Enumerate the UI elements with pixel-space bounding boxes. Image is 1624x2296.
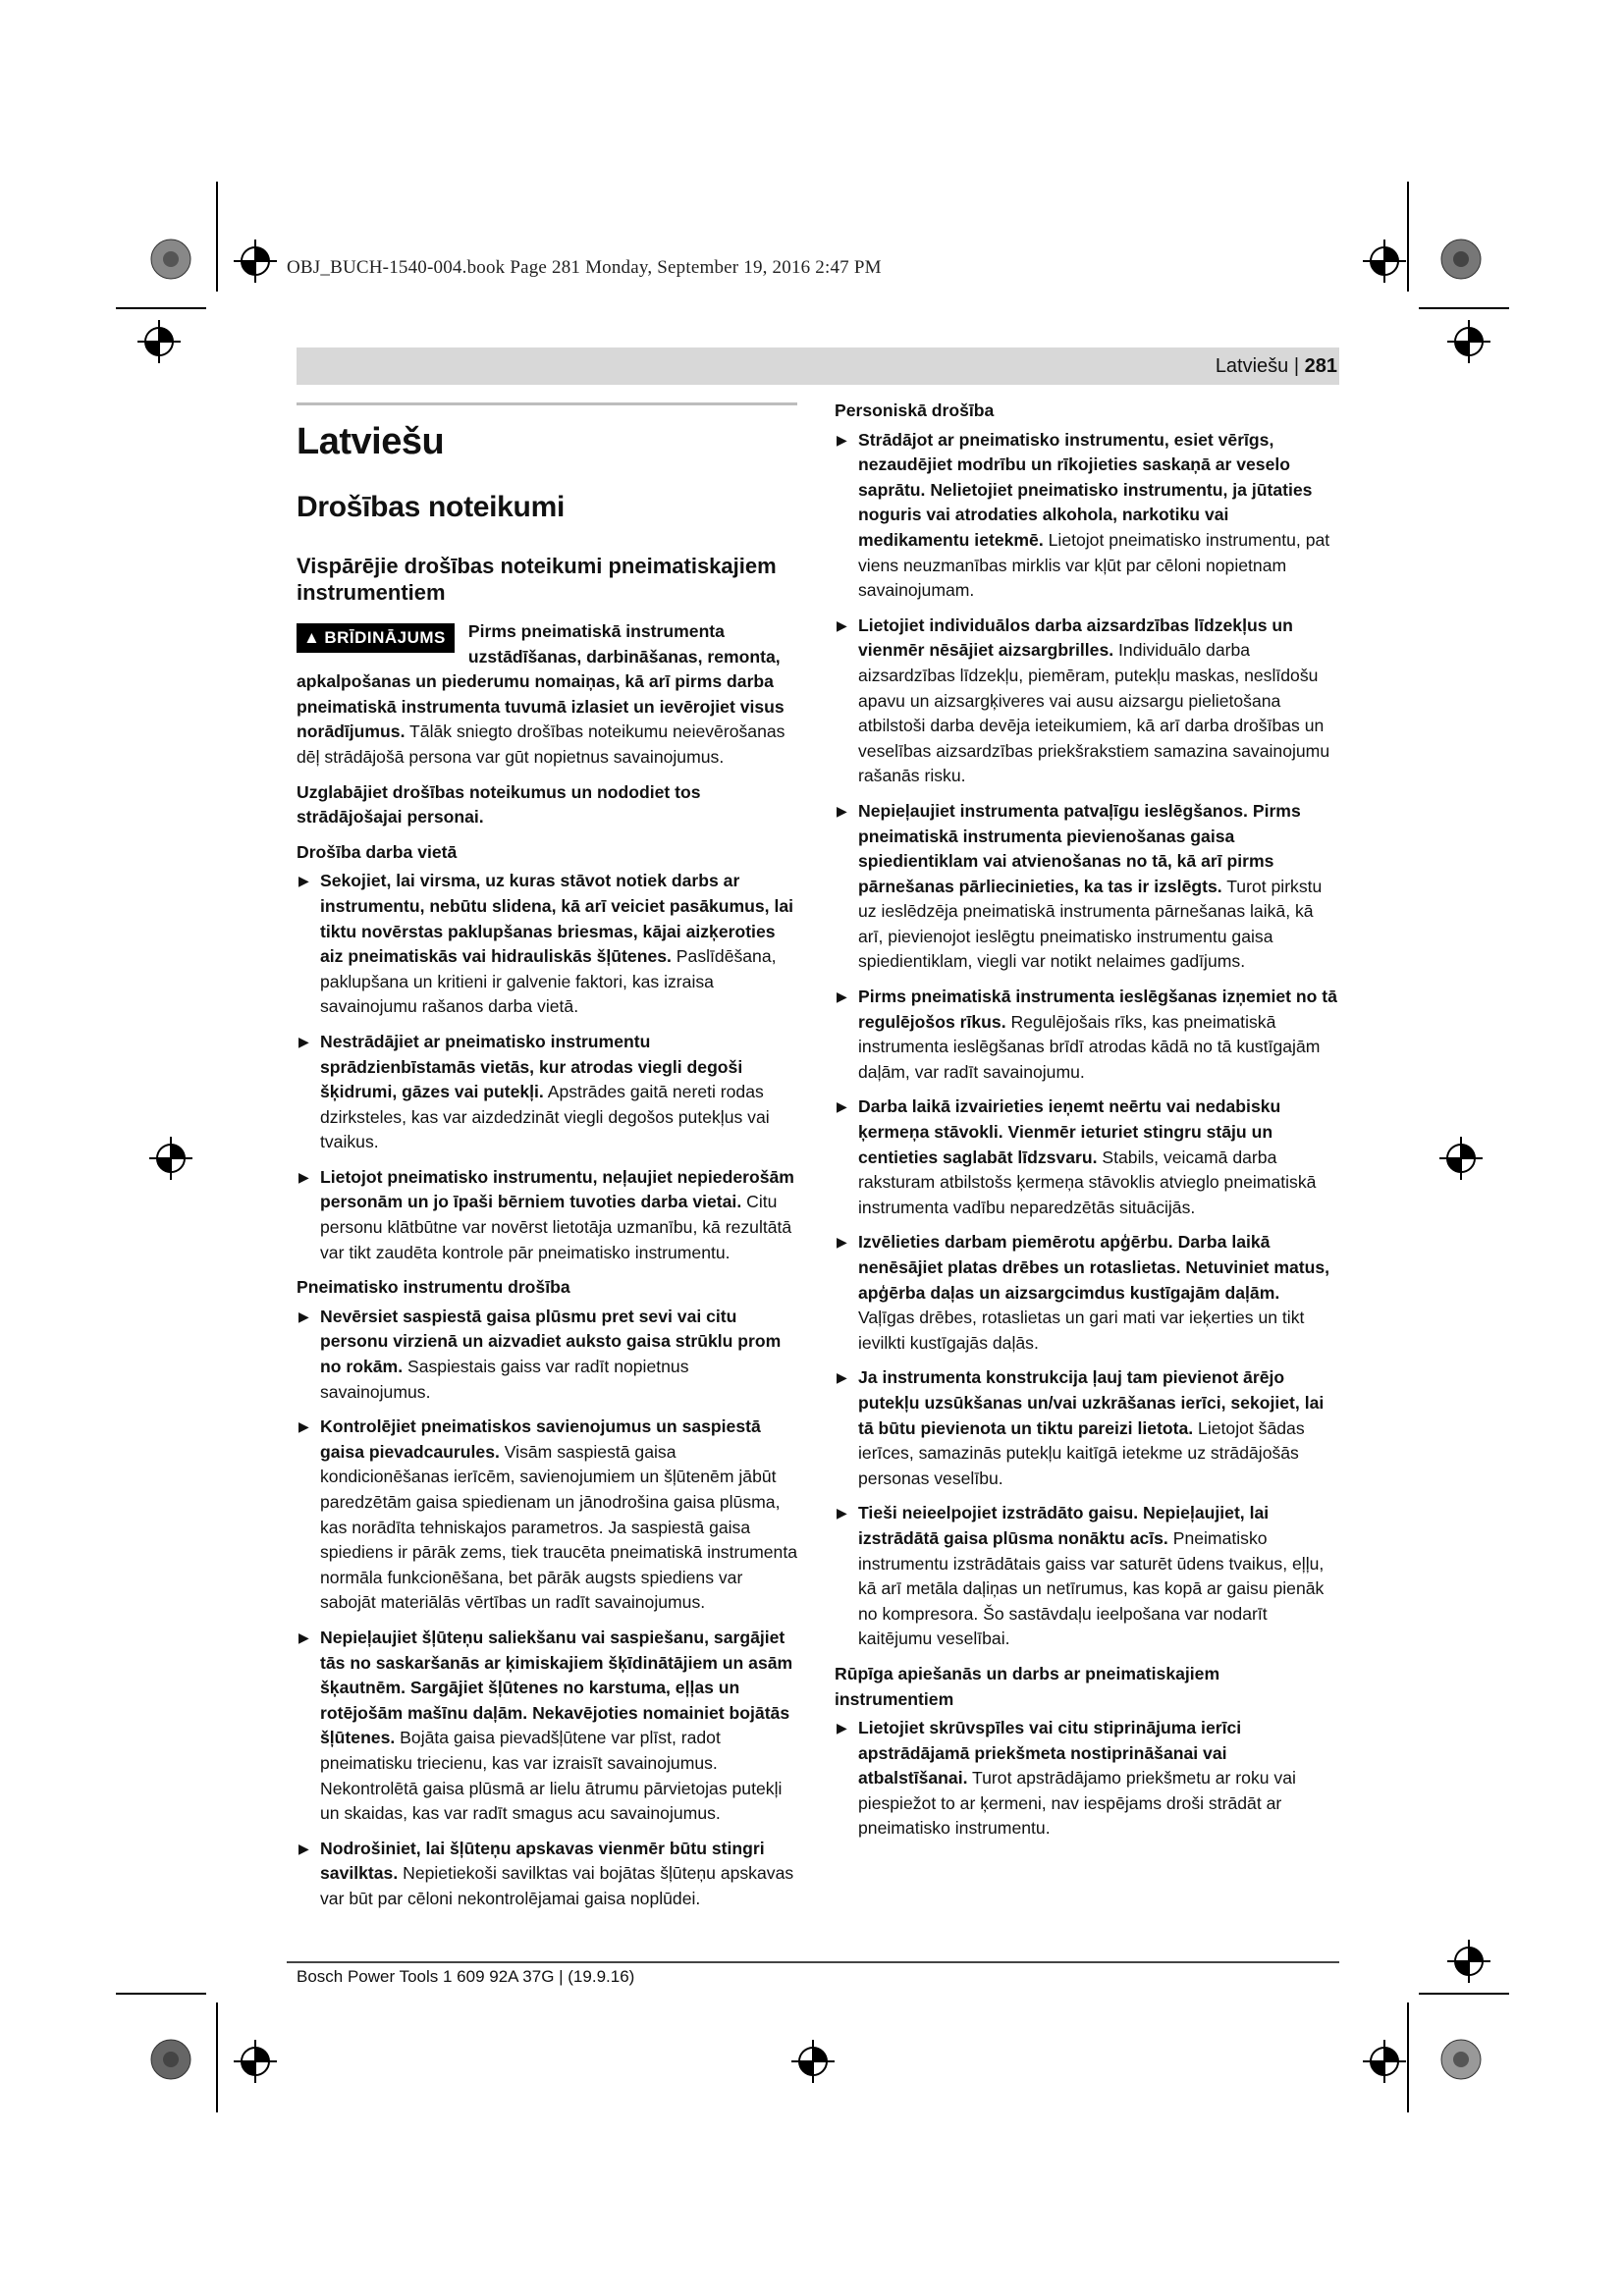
tool-safety-list: [297, 1305, 797, 1912]
tool-safety-heading: Pneimatisko instrumentu drošība: [297, 1277, 570, 1298]
list-item: ▶ Darba laikā izvairieties ieņemt neērtu vai nedabisku ķermeņa stāvokli. Vienmēr ieturiet stingru stāju un centieties saglabāt līdzsvaru. Stabils, veicamā darba raksturam atbilstošs ķermeņa stāvoklis atvieglo pneimatiskā instrumenta vadību neparedzētās situācijās.: [837, 1096, 1317, 1217]
print-file-info: OBJ_BUCH-1540-004.book Page 281 Monday, September 19, 2016 2:47 PM: [287, 257, 882, 278]
color-wheel-icon: [149, 238, 192, 281]
subsection-heading: Vispārējie drošības noteikumi pneimatiskajiem instrumentiem: [297, 554, 777, 605]
page-title: Latviešu: [297, 421, 445, 462]
list-item: ▶ Nodrošiniet, lai šļūteņu apskavas vienmēr būtu stingri savilktas. Nepietiekoši savilktas vai bojātas šļūteņu apskavas var būt par cēloni nekontrolējamai gaisa noplūdei.: [298, 1838, 794, 1908]
bullet-arrow-icon: ▶: [837, 988, 847, 1005]
personal-safety-list: [835, 428, 1339, 1652]
bullet-arrow-icon: ▶: [837, 431, 847, 448]
bullet-arrow-icon: ▶: [298, 1418, 309, 1435]
bullet-arrow-icon: ▶: [837, 1505, 847, 1522]
bullet-arrow-icon: ▶: [837, 1234, 847, 1251]
warning-badge: [297, 623, 455, 653]
running-header-bar: [297, 347, 1339, 385]
list-item: ▶ Sekojiet, lai virsma, uz kuras stāvot notiek darbs ar instrumentu, nebūtu slidena, kā arī veiciet pasākumus, lai tiktu novērstas paklupšanas briesmas, kājai aizķeroties aiz pneimatiskās vai hidrauliskās šļūtenes. Paslīdēšana, paklupšana un kritieni ir galvenie faktori, kas izraisa savainojumu rašanos darba vietā.: [298, 871, 794, 1017]
registration-target-icon: [1439, 1137, 1483, 1180]
color-wheel-icon: [149, 2038, 192, 2081]
work-area-heading: Drošība darba vietā: [297, 841, 458, 862]
color-wheel-icon: [1439, 2038, 1483, 2081]
list-item: ▶ Izvēlieties darbam piemērotu apģērbu. Darba laikā nenēsājiet platas drēbes un rotaslietas. Netuviniet matus, apģērba daļas un aizsargcimdus kustīgajām daļām. Vaļīgas drēbes, rotaslietas un gari mati var ieķerties un tikt ievilkti kustīgajās daļās.: [837, 1232, 1330, 1353]
bullet-arrow-icon: ▶: [298, 873, 309, 889]
registration-target-icon: [149, 1137, 192, 1180]
crop-mark: [1419, 307, 1509, 309]
list-item: ▶ Nepieļaujiet šļūteņu saliekšanu vai saspiešanu, sargājiet tās no saskaršanās ar ķimiskajiem šķīdinātājiem un asām šķautnēm. Sargājiet šļūtenes no karstuma, eļļas un rotējošām mašīnu daļām. Nekavējoties nomainiet bojātās šļūtenes. Bojāta gaisa pievadšļūtene var plīst, radot pneimatisku triecienu, kas var izraisīt savainojumus. Nekontrolētā gaisa plūsmā ar lielu ātrumu pārvietojas putekļi un skaidas, kas var radīt smagus acu savainojumus.: [298, 1627, 793, 1824]
warning-badge-label: BRĪDINĀJUMS: [324, 628, 446, 647]
left-column: [297, 402, 797, 1922]
registration-target-icon: [791, 2040, 835, 2083]
registration-target-icon: [234, 2040, 277, 2083]
warning-block: [297, 619, 797, 771]
registration-target-icon: [1447, 1940, 1490, 1983]
crop-mark: [1407, 2002, 1409, 2112]
registration-target-icon: [1363, 240, 1406, 283]
warning-bold-text: Pirms pneimatiskā instrumenta uzstādīšanas, darbināšanas, remonta, apkalpošanas un piederumu nomaiņas, kā arī pirms darba pneimatiskā instrumenta tuvumā izlasiet un ievērojiet visus norādījumus.: [297, 621, 785, 742]
registration-target-icon: [137, 320, 181, 363]
crop-mark: [216, 2002, 218, 2112]
header-separator: |: [1288, 355, 1305, 377]
header-language: Latviešu: [1215, 355, 1289, 377]
personal-safety-heading: Personiskā drošība: [835, 400, 995, 420]
color-wheel-icon: [1439, 238, 1483, 281]
bullet-arrow-icon: ▶: [298, 1033, 309, 1049]
list-item: ▶ Lietojot pneimatisko instrumentu, neļaujiet nepiederošām personām un jo īpaši bērniem tuvoties darba vietai. Citu personu klātbūtne var novērst lietotāja uzmanību, kā rezultātā var tikt zaudēta kontrole pār pneimatisko instrumentu.: [298, 1166, 794, 1262]
list-item: ▶ Lietojiet skrūvspīles vai citu stiprinājuma ierīci apstrādājamā priekšmeta nostiprināšanai vai atbalstīšanai. Turot apstrādājamo priekšmetu ar roku vai piespiežot to ar ķermeni, nav iespējams droši strādāt ar pneimatisko instrumentu.: [837, 1718, 1296, 1839]
registration-target-icon: [234, 240, 277, 283]
bullet-arrow-icon: ▶: [837, 616, 847, 633]
list-item: ▶ Nevērsiet saspiestā gaisa plūsmu pret sevi vai citu personu virzienā un aizvadiet auksto gaisa strūklu prom no rokām. Saspiestais gaiss var radīt nopietnus savainojumus.: [298, 1306, 782, 1402]
crop-mark: [116, 1993, 206, 1995]
crop-mark: [1407, 182, 1409, 292]
bullet-arrow-icon: ▶: [298, 1308, 309, 1324]
crop-mark: [1419, 1993, 1509, 1995]
list-item: ▶ Tieši neieelpojiet izstrādāto gaisu. Nepieļaujiet, lai izstrādātā gaisa plūsma nonāktu acīs. Pneimatisko instrumentu izstrādātais gaiss var saturēt ūdens tvaikus, eļļu, kā arī metāla daļiņas un netīrumus, kas kopā ar gaisu pienāk no kompresora. Šo sastāvdaļu ieelpošana var nodarīt kaitējumu veselībai.: [837, 1503, 1325, 1649]
careful-use-heading: Rūpīga apiešanās un darbs ar pneimatiskajiem instrumentiem: [835, 1663, 1220, 1709]
warning-triangle-icon: ▲: [303, 628, 321, 647]
section-heading: Drošības noteikumi: [297, 491, 565, 523]
bullet-arrow-icon: ▶: [837, 1720, 847, 1736]
bullet-arrow-icon: ▶: [837, 1098, 847, 1115]
registration-target-icon: [1447, 320, 1490, 363]
list-item: ▶ Lietojiet individuālos darba aizsardzības līdzekļus un vienmēr nēsājiet aizsargbrilles. Individuālo darba aizsardzības līdzekļu, piemēram, putekļu maskas, neslīdošu apavu un aizsargķiveres vai ausu aizsargu pielietošana atbilstoši darba devēja ieteikumiem, kā arī darba drošības un veselības aizsardzības priekšrakstiem samazina savainojumu rašanās risku.: [837, 614, 1330, 786]
bullet-arrow-icon: ▶: [298, 1629, 309, 1645]
list-item: ▶ Strādājot ar pneimatisko instrumentu, esiet vērīgs, nezaudējiet modrību un rīkojieties saskaņā ar veselo saprātu. Nelietojiet pneimatisko instrumentu, ja jūtaties noguris vai atrodaties alkohola, narkotiku vai medikamentu ietekmē. Lietojot pneimatisko instrumentu, pat viens neuzmanības mirklis var kļūt par cēloni nopietnam savainojumam.: [837, 429, 1330, 601]
bullet-arrow-icon: ▶: [837, 802, 847, 819]
registration-target-icon: [1363, 2040, 1406, 2083]
bullet-arrow-icon: ▶: [298, 1840, 309, 1856]
list-item: ▶ Kontrolējiet pneimatiskos savienojumus un saspiestā gaisa pievadcaurules. Visām saspiestā gaisa kondicionēšanas ierīcēm, savienojumiem un šļūtenēm jābūt paredzētām gaisa spiedienam un jānodrošina gaisa plūsma, kas norādīta tehniskajos parametros. Ja saspiestā gaisa spiediens ir pārāk zems, tiek traucēta pneimatiskā instrumenta normāla funkcionēšana, bet pārāk augsts spiediens var sabojāt materiālās vērtības un radīt savainojumus.: [298, 1416, 798, 1613]
bullet-arrow-icon: ▶: [298, 1168, 309, 1185]
work-area-list: [297, 869, 797, 1265]
list-item: ▶ Ja instrumenta konstrukcija ļauj tam pievienot ārējo putekļu uzsūkšanas un/vai uzkrāšanas ierīci, sekojiet, lai tā būtu pievienota un tiktu pareizi lietota. Lietojot šādas ierīces, samazinās putekļu kaitīgā ietekme uz strādājošās personas veselību.: [837, 1367, 1325, 1488]
page-number: 281: [1304, 355, 1337, 377]
careful-use-list: [835, 1716, 1339, 1842]
footer-rule: [287, 1961, 1339, 1963]
right-column: [835, 399, 1339, 1851]
list-item: ▶ Nepieļaujiet instrumenta patvaļīgu ieslēgšanos. Pirms pneimatiskā instrumenta pievienošanas gaisa spiedientiklam vai atvienošanas no tā, kā arī pirms pārnešanas pārliecinieties, ka tas ir izslēgts. Turot pirkstu uz ieslēdzēja pneimatiskā instrumenta pārnešanas laikā, kā arī, pievienojot ieslēgtu pneimatisko instrumentu gaisa spiedientiklam, viegli var notikt nelaimes gadījums.: [837, 800, 1323, 972]
footer-text: Bosch Power Tools 1 609 92A 37G | (19.9.16): [297, 1967, 635, 1986]
list-item: ▶ Nestrādājiet ar pneimatisko instrumentu sprādzienbīstamās vietās, kur atrodas viegli degoši šķidrumi, gāzes vai putekļi. Apstrādes gaitā nereti rodas dzirksteles, kas var aizdedzināt viegli degošos putekļus vai tvaikus.: [298, 1031, 770, 1152]
section-rule: [297, 402, 797, 405]
list-item: ▶ Pirms pneimatiskā instrumenta ieslēgšanas izņemiet no tā regulējošos rīkus. Regulējošais rīks, kas pneimatiskā instrumenta ieslēgšanas brīdī atrodas kādā no tā kustīgajām daļām, var radīt savainojumu.: [837, 987, 1337, 1082]
bullet-arrow-icon: ▶: [837, 1369, 847, 1386]
keep-instructions-note: Uzglabājiet drošības noteikumus un nododiet tos strādājošajai personai.: [297, 781, 701, 828]
warning-rest-text: Tālāk sniegto drošības noteikumu neievērošanas dēļ strādājošā persona var gūt nopietnus savainojumus.: [297, 721, 785, 767]
running-header: [1216, 355, 1337, 378]
crop-mark: [116, 307, 206, 309]
crop-mark: [216, 182, 218, 292]
